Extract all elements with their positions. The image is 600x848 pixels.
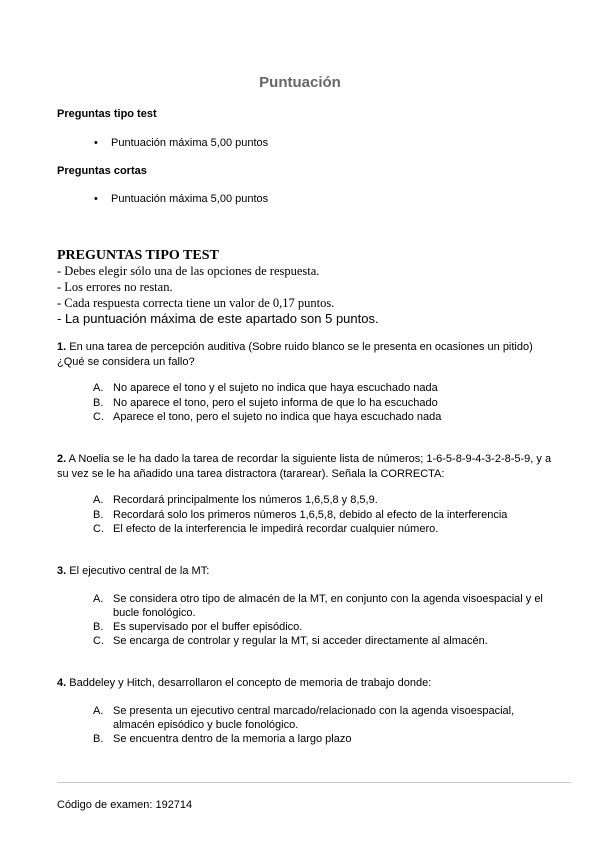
option-letter: C. [93,411,104,423]
option-text: Se encuentra dentro de la memoria a largo plazo [113,733,352,745]
question-number: 1. [57,341,67,353]
option-3b[interactable] [93,620,563,634]
instructions-heading: PREGUNTAS TIPO TEST [57,248,219,263]
option-letter: B. [93,621,104,633]
option-4b[interactable] [93,732,563,746]
option-1c[interactable] [93,410,563,424]
option-letter: A. [93,705,104,717]
option-letter: A. [93,382,104,394]
option-2b[interactable] [93,508,563,522]
option-text: El efecto de la interferencia le impedirá recordar cualquier número. [113,523,439,535]
option-1a[interactable] [93,381,563,395]
exam-code: Código de examen: 192714 [57,799,193,811]
option-text: No aparece el tono y el sujeto no indica que haya escuchado nada [113,382,438,394]
option-letter: A. [93,593,104,605]
option-letter: B. [93,509,104,521]
section-bullet-test: • Puntuación máxima 5,00 puntos [94,137,269,149]
footer-divider [57,782,571,783]
section-bullet-short: • Puntuación máxima 5,00 puntos [94,193,269,205]
option-text: No aparece el tono, pero el sujeto informa de que lo ha escuchado [113,397,438,409]
instruction-line: - Debes elegir sólo una de las opciones de respuesta. [57,264,320,278]
question-4 [57,676,557,691]
question-3 [57,564,557,579]
section-heading-test: Preguntas tipo test [57,108,157,120]
option-letter: C. [93,523,104,535]
question-number: 4. [57,677,67,689]
option-text: Recordará principalmente los números 1,6,5,8 y 8,5,9. [113,494,378,506]
option-1b[interactable] [93,396,563,410]
option-letter: A. [93,494,104,506]
question-number: 3. [57,565,67,577]
page-title: Puntuación [259,74,341,91]
option-text: Se considera otro tipo de almacén de la MT, en conjunto con la agenda visoespacial y el bucle fonológico. [113,593,543,619]
question-number: 2. [57,453,67,465]
question-text: A Noelia se le ha dado la tarea de recordar la siguiente lista de números; 1-6-5-8-9-4-3-2-8-5-9, y a su vez se le ha añadido una tarea distractora (tararear). Señala la CORRECTA: [57,453,552,480]
question-1 [57,340,557,370]
option-text: Recordará solo los primeros números 1,6,5,8, debido al efecto de la interferencia [113,509,508,521]
option-letter: C. [93,635,104,647]
option-3c[interactable] [93,634,563,648]
question-text: El ejecutivo central de la MT: [69,565,210,577]
section-heading-short: Preguntas cortas [57,165,147,177]
question-text: Baddeley y Hitch, desarrollaron el concepto de memoria de trabajo donde: [69,677,432,689]
option-text: Aparece el tono, pero el sujeto no indica que haya escuchado nada [113,411,442,423]
option-text: Se presenta un ejecutivo central marcado/relacionado con la agenda visoespacial, almacén episódico y bucle fonológico. [113,705,515,731]
option-letter: B. [93,733,104,745]
question-text: En una tarea de percepción auditiva (Sobre ruido blanco se le presenta en ocasiones un pitido) ¿Qué se considera un fallo? [57,341,533,368]
instruction-line: - La puntuación máxima de este apartado son 5 puntos. [57,311,379,326]
bullet-text: Puntuación máxima 5,00 puntos [111,193,269,205]
option-3a[interactable] [93,592,563,620]
option-letter: B. [93,397,104,409]
option-4a[interactable] [93,704,563,732]
option-text: Se encarga de controlar y regular la MT, si acceder directamente al almacén. [113,635,488,647]
option-2c[interactable] [93,522,563,536]
instruction-line: - Los errores no restan. [57,280,173,294]
instruction-line: - Cada respuesta correcta tiene un valor de 0,17 puntos. [57,296,335,310]
option-2a[interactable] [93,493,563,507]
bullet-text: Puntuación máxima 5,00 puntos [111,137,269,149]
option-text: Es supervisado por el buffer episódico. [113,621,303,633]
question-2 [57,452,557,482]
